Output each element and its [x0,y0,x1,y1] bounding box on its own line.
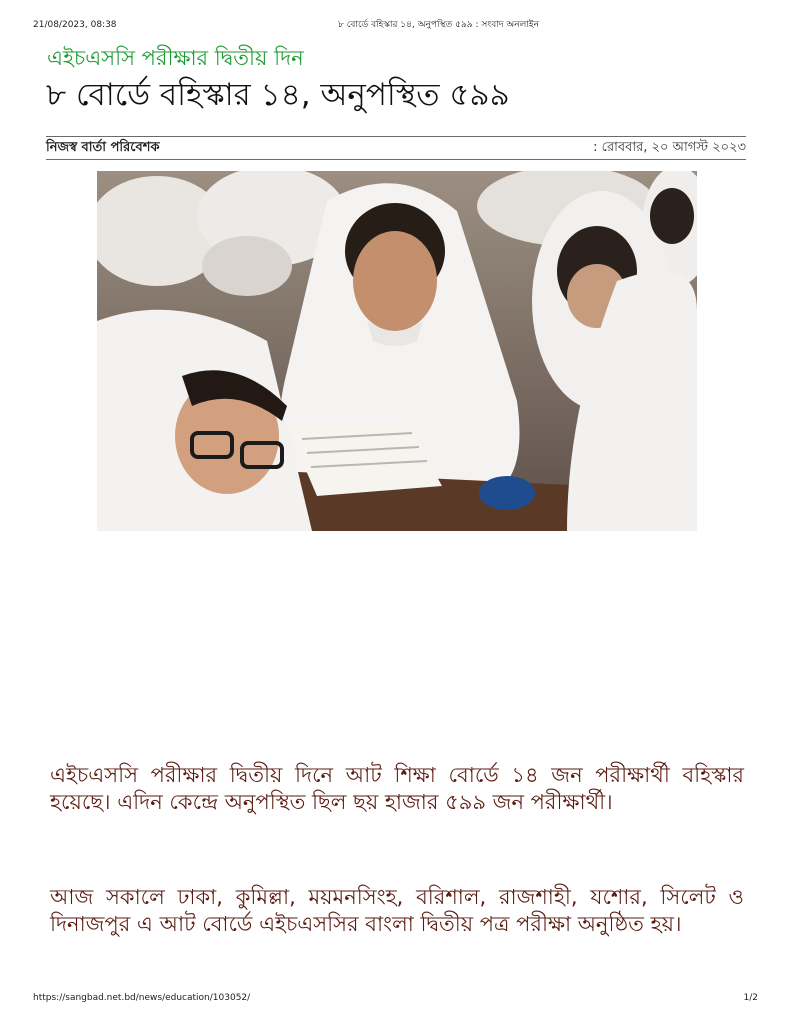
print-url: https://sangbad.net.bd/news/education/103052/ [33,993,251,1003]
article-byline: নিজস্ব বার্তা পরিবেশক [46,140,160,155]
article-photo [97,171,697,531]
article-date: : রোববার, ২০ আগস্ট ২০২৩ [593,140,746,155]
print-footer [33,991,758,1005]
byline-bar [46,136,746,160]
article-shoulder: এইচএসসি পরীক্ষার দ্বিতীয় দিন [47,46,304,70]
print-datetime: 21/08/2023, 08:38 [33,20,117,30]
page-number: 1/2 [743,993,758,1003]
article-paragraph: আজ সকালে ঢাকা, কুমিল্লা, ময়মনসিংহ, বরিশাল, রাজশাহী, যশোর, সিলেট ও দিনাজপুর এ আট বোর্ডে এইচএসসির বাংলা দ্বিতীয় পত্র পরীক্ষা অনুষ্ঠিত হয়। [50,885,744,936]
article-paragraph: এইচএসসি পরীক্ষার দ্বিতীয় দিনে আট শিক্ষা বোর্ডে ১৪ জন পরীক্ষার্থী বহিস্কার হয়েছে। এদিন কেন্দ্রে অনুপস্থিত ছিল ছয় হাজার ৫৯৯ জন পরীক্ষার্থী। [50,763,744,814]
print-header [33,18,758,32]
article-headline: ৮ বোর্ডে বহিস্কার ১৪, অনুপস্থিত ৫৯৯ [46,77,510,113]
print-page-title: ৮ বোর্ডে বহিস্কার ১৪, অনুপস্থিত ৫৯৯ : সংবাদ অনলাইন [338,20,539,30]
